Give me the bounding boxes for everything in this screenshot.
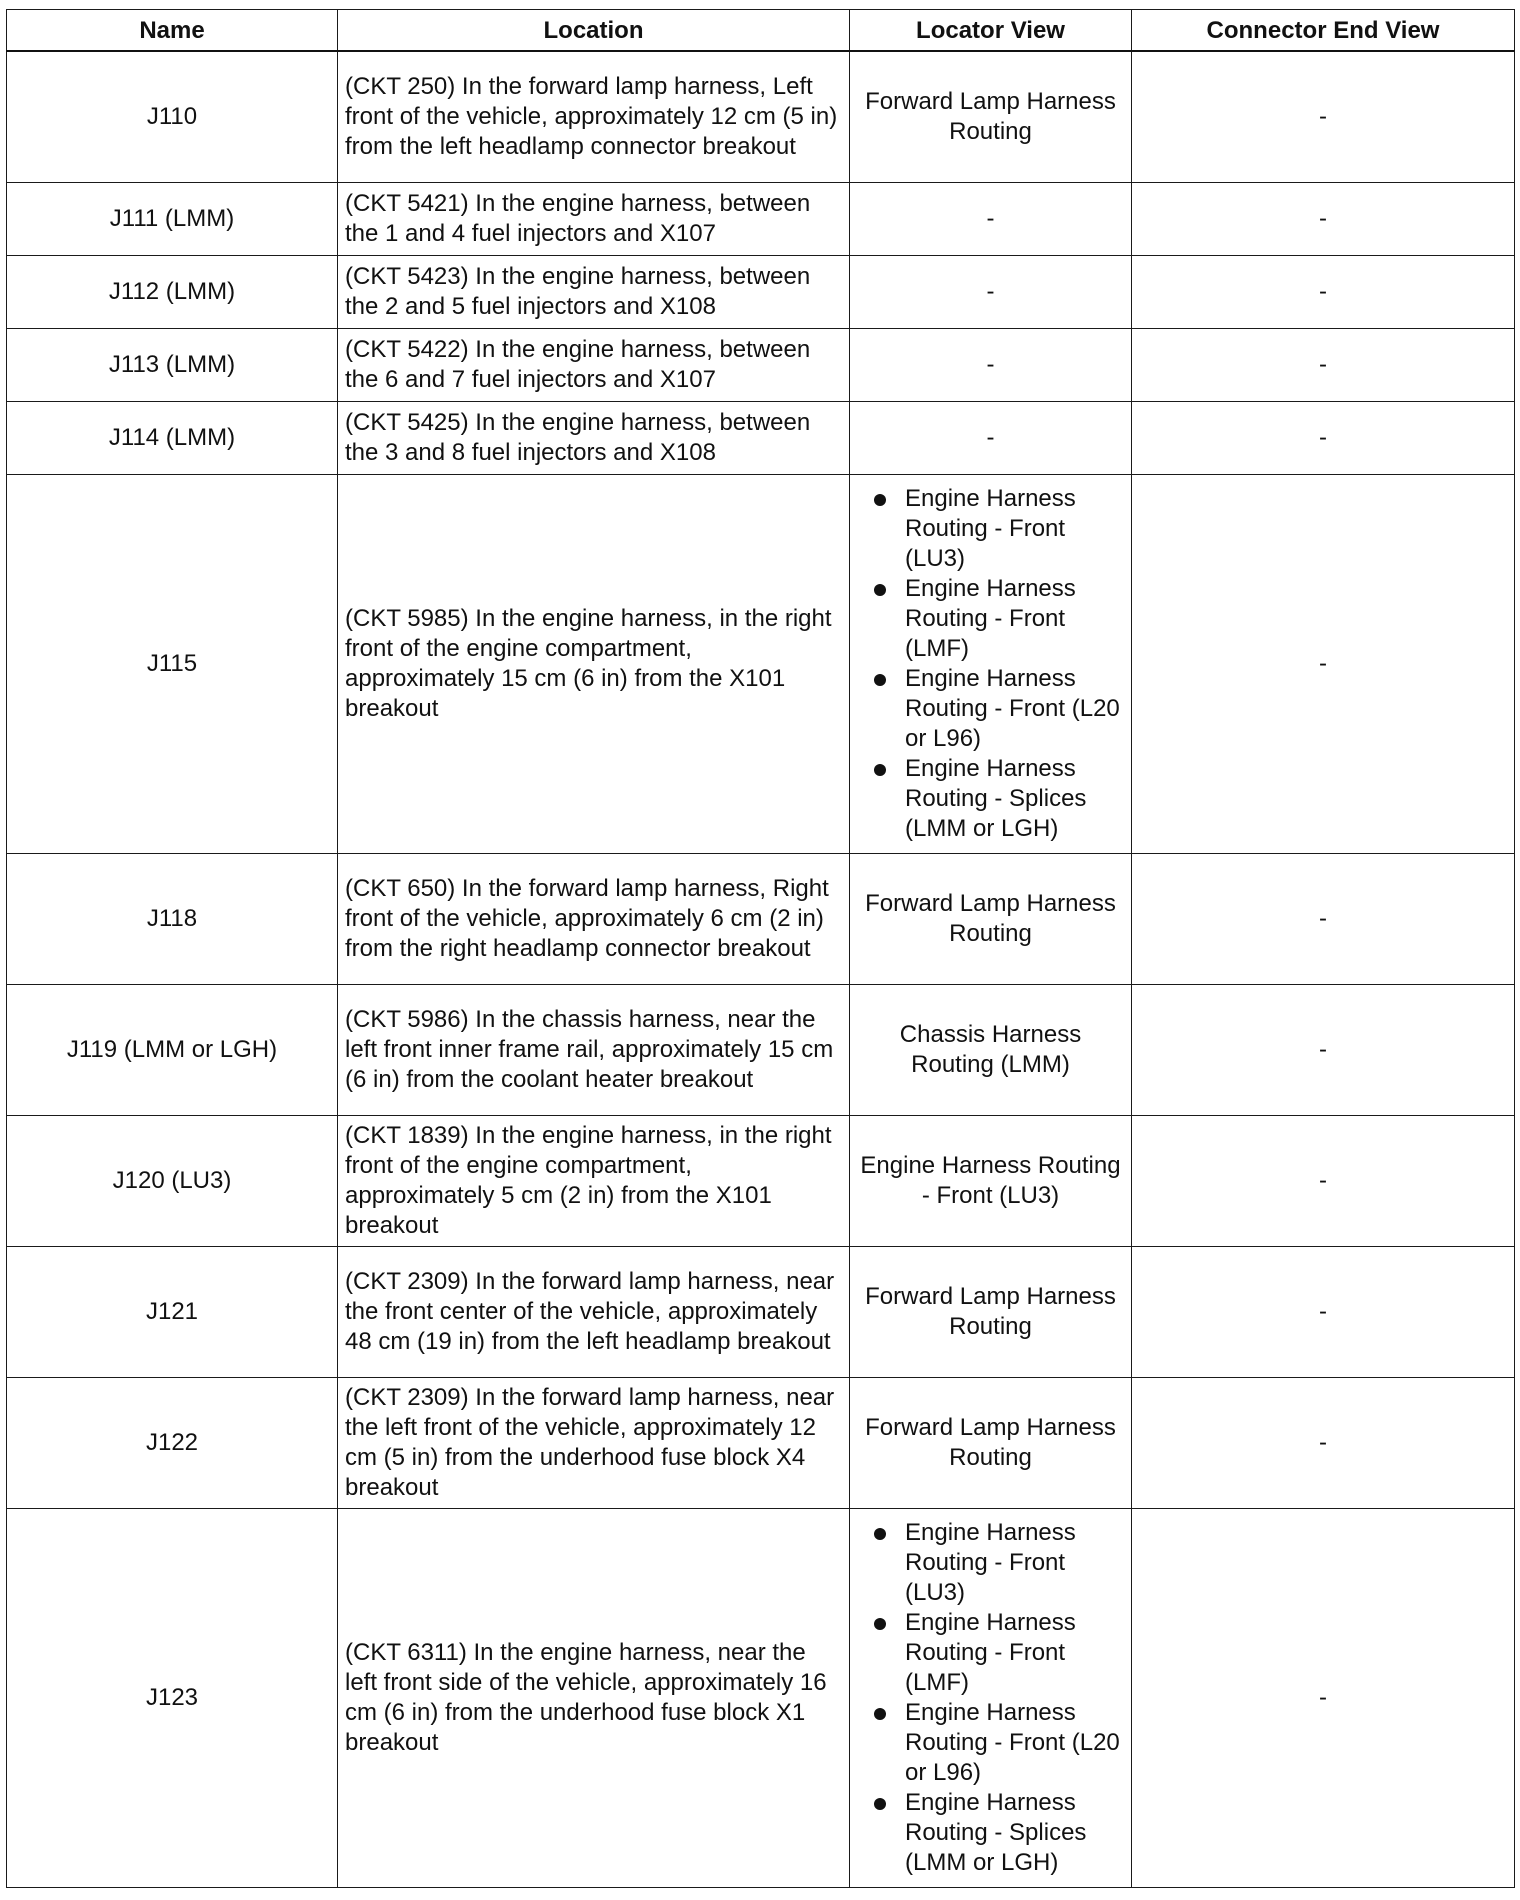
locator-view-item	[857, 484, 1124, 574]
table-row	[7, 51, 1515, 183]
table-row	[7, 475, 1515, 854]
locator-view-item	[857, 1788, 1124, 1878]
table-row	[7, 985, 1515, 1116]
splice-location: (CKT 5425) In the engine harness, between the 3 and 8 fuel injectors and X108	[338, 402, 850, 475]
locator-view-item	[857, 1518, 1124, 1608]
table-row	[7, 1116, 1515, 1247]
bullet-icon	[874, 764, 886, 776]
bullet-icon	[874, 1708, 886, 1720]
locator-view: Forward Lamp Harness Routing	[850, 854, 1132, 985]
locator-view: Forward Lamp Harness Routing	[850, 1247, 1132, 1378]
splice-name: J121	[7, 1247, 338, 1378]
splice-location: (CKT 2309) In the forward lamp harness, near the left front of the vehicle, approximately 12 cm (5 in) from the underhood fuse block X4 breakout	[338, 1378, 850, 1509]
splice-name: J110	[7, 51, 338, 183]
locator-view-list	[857, 1518, 1124, 1878]
splice-name: J122	[7, 1378, 338, 1509]
header-connector-end-view: Connector End View	[1132, 10, 1515, 52]
connector-end-view: -	[1132, 183, 1515, 256]
table-row	[7, 1247, 1515, 1378]
connector-end-view: -	[1132, 1509, 1515, 1888]
locator-view-list-cell	[850, 1509, 1132, 1888]
splice-name: J115	[7, 475, 338, 854]
locator-view-list	[857, 484, 1124, 844]
splice-location: (CKT 650) In the forward lamp harness, Right front of the vehicle, approximately 6 cm (2 in) from the right headlamp connector breakout	[338, 854, 850, 985]
locator-view: Engine Harness Routing - Front (LU3)	[850, 1116, 1132, 1247]
locator-view-text: Engine Harness Routing - Front (LMF)	[905, 1609, 1076, 1696]
header-location: Location	[338, 10, 850, 52]
connector-end-view: -	[1132, 51, 1515, 183]
header-locator-view: Locator View	[850, 10, 1132, 52]
table-row	[7, 256, 1515, 329]
table-row	[7, 854, 1515, 985]
bullet-icon	[874, 1618, 886, 1630]
locator-view-text: Engine Harness Routing - Front (LU3)	[905, 1519, 1076, 1606]
connector-end-view: -	[1132, 402, 1515, 475]
bullet-icon	[874, 1528, 886, 1540]
table-row	[7, 183, 1515, 256]
bullet-icon	[874, 584, 886, 596]
splice-name: J118	[7, 854, 338, 985]
splice-name: J112 (LMM)	[7, 256, 338, 329]
splice-location: (CKT 250) In the forward lamp harness, Left front of the vehicle, approximately 12 cm (5 in) from the left headlamp connector breakout	[338, 51, 850, 183]
splice-table-container	[6, 9, 1514, 1888]
locator-view-item	[857, 1608, 1124, 1698]
locator-view-text: Engine Harness Routing - Front (L20 or L96)	[905, 1699, 1120, 1786]
table-row	[7, 1509, 1515, 1888]
connector-end-view: -	[1132, 475, 1515, 854]
splice-name: J114 (LMM)	[7, 402, 338, 475]
splice-location: (CKT 5423) In the engine harness, between the 2 and 5 fuel injectors and X108	[338, 256, 850, 329]
locator-view: -	[850, 183, 1132, 256]
bullet-icon	[874, 1798, 886, 1810]
bullet-icon	[874, 674, 886, 686]
locator-view: -	[850, 329, 1132, 402]
splice-location: (CKT 5422) In the engine harness, between the 6 and 7 fuel injectors and X107	[338, 329, 850, 402]
locator-view-item	[857, 664, 1124, 754]
table-row	[7, 329, 1515, 402]
splice-name: J119 (LMM or LGH)	[7, 985, 338, 1116]
connector-end-view: -	[1132, 854, 1515, 985]
header-name: Name	[7, 10, 338, 52]
splice-location: (CKT 5985) In the engine harness, in the right front of the engine compartment, approximately 15 cm (6 in) from the X101 breakout	[338, 475, 850, 854]
locator-view-list-cell	[850, 475, 1132, 854]
splice-location: (CKT 5421) In the engine harness, between the 1 and 4 fuel injectors and X107	[338, 183, 850, 256]
splice-name: J123	[7, 1509, 338, 1888]
table-row	[7, 402, 1515, 475]
locator-view-text: Engine Harness Routing - Front (L20 or L96)	[905, 665, 1120, 752]
splice-name: J120 (LU3)	[7, 1116, 338, 1247]
locator-view: -	[850, 256, 1132, 329]
splice-location: (CKT 5986) In the chassis harness, near the left front inner frame rail, approximately 15 cm (6 in) from the coolant heater breakout	[338, 985, 850, 1116]
splice-name: J111 (LMM)	[7, 183, 338, 256]
bullet-icon	[874, 494, 886, 506]
splice-location: (CKT 6311) In the engine harness, near the left front side of the vehicle, approximately 16 cm (6 in) from the underhood fuse block X1 breakout	[338, 1509, 850, 1888]
connector-end-view: -	[1132, 1247, 1515, 1378]
connector-end-view: -	[1132, 1116, 1515, 1247]
splice-location-table	[6, 9, 1515, 1888]
locator-view-item	[857, 1698, 1124, 1788]
locator-view-text: Engine Harness Routing - Front (LU3)	[905, 485, 1076, 572]
connector-end-view: -	[1132, 985, 1515, 1116]
locator-view: Chassis Harness Routing (LMM)	[850, 985, 1132, 1116]
connector-end-view: -	[1132, 329, 1515, 402]
locator-view: -	[850, 402, 1132, 475]
splice-location: (CKT 1839) In the engine harness, in the right front of the engine compartment, approximately 5 cm (2 in) from the X101 breakout	[338, 1116, 850, 1247]
locator-view: Forward Lamp Harness Routing	[850, 1378, 1132, 1509]
connector-end-view: -	[1132, 1378, 1515, 1509]
splice-name: J113 (LMM)	[7, 329, 338, 402]
locator-view-item	[857, 574, 1124, 664]
locator-view-text: Engine Harness Routing - Splices (LMM or LGH)	[905, 1789, 1087, 1876]
table-header-row	[7, 10, 1515, 52]
locator-view: Forward Lamp Harness Routing	[850, 51, 1132, 183]
locator-view-item	[857, 754, 1124, 844]
splice-location: (CKT 2309) In the forward lamp harness, near the front center of the vehicle, approximately 48 cm (19 in) from the left headlamp breakout	[338, 1247, 850, 1378]
locator-view-text: Engine Harness Routing - Front (LMF)	[905, 575, 1076, 662]
connector-end-view: -	[1132, 256, 1515, 329]
locator-view-text: Engine Harness Routing - Splices (LMM or LGH)	[905, 755, 1087, 842]
table-row	[7, 1378, 1515, 1509]
